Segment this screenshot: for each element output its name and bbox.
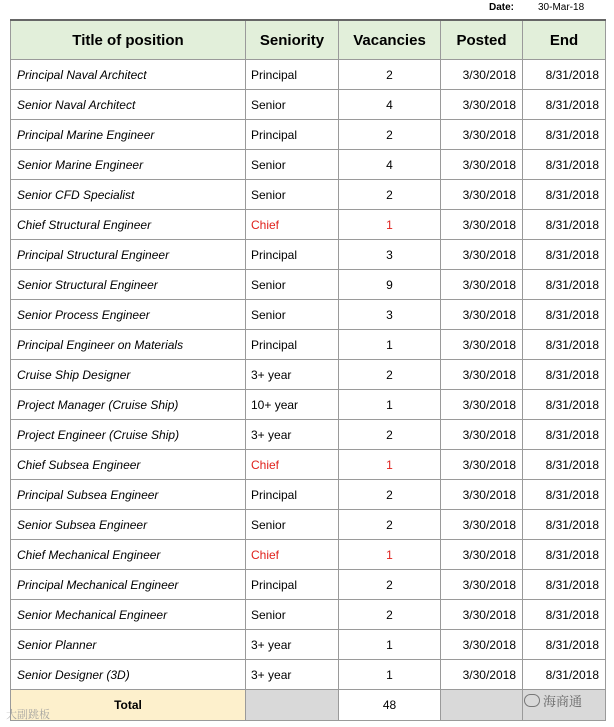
table-row xyxy=(11,540,606,570)
cell-seniority: Principal xyxy=(246,330,339,360)
cell-vacancies: 2 xyxy=(339,600,441,630)
date-label: Date: xyxy=(489,2,515,13)
cell-title: Chief Subsea Engineer xyxy=(11,450,246,480)
cell-title: Senior Designer (3D) xyxy=(11,660,246,690)
cell-end: 8/31/2018 xyxy=(523,390,606,420)
cell-posted: 3/30/2018 xyxy=(441,570,523,600)
cell-end: 8/31/2018 xyxy=(523,270,606,300)
table-row xyxy=(11,150,606,180)
cell-end: 8/31/2018 xyxy=(523,240,606,270)
watermark-left: 大副跳板 xyxy=(6,709,50,721)
cell-vacancies: 1 xyxy=(339,540,441,570)
cell-title: Principal Marine Engineer xyxy=(11,120,246,150)
cell-vacancies: 2 xyxy=(339,510,441,540)
cell-title: Senior Process Engineer xyxy=(11,300,246,330)
table-row xyxy=(11,420,606,450)
cell-end: 8/31/2018 xyxy=(523,510,606,540)
cell-posted: 3/30/2018 xyxy=(441,540,523,570)
cell-vacancies: 1 xyxy=(339,210,441,240)
cell-title: Senior Planner xyxy=(11,630,246,660)
cell-posted: 3/30/2018 xyxy=(441,510,523,540)
cell-title: Cruise Ship Designer xyxy=(11,360,246,390)
cell-seniority: 3+ year xyxy=(246,660,339,690)
cell-seniority: Senior xyxy=(246,180,339,210)
table-row xyxy=(11,60,606,90)
cell-posted: 3/30/2018 xyxy=(441,600,523,630)
cell-posted: 3/30/2018 xyxy=(441,390,523,420)
total-value: 48 xyxy=(339,690,441,721)
total-empty-cell xyxy=(441,690,523,721)
table-row xyxy=(11,510,606,540)
col-header-posted: Posted xyxy=(441,20,523,60)
cell-title: Project Engineer (Cruise Ship) xyxy=(11,420,246,450)
cell-end: 8/31/2018 xyxy=(523,120,606,150)
date-row xyxy=(0,0,614,18)
cell-posted: 3/30/2018 xyxy=(441,270,523,300)
cell-end: 8/31/2018 xyxy=(523,600,606,630)
cell-vacancies: 1 xyxy=(339,330,441,360)
cell-title: Senior Marine Engineer xyxy=(11,150,246,180)
cell-end: 8/31/2018 xyxy=(523,480,606,510)
cell-seniority: Chief xyxy=(246,450,339,480)
cell-vacancies: 2 xyxy=(339,180,441,210)
cell-end: 8/31/2018 xyxy=(523,150,606,180)
cell-vacancies: 9 xyxy=(339,270,441,300)
cell-posted: 3/30/2018 xyxy=(441,240,523,270)
table-row xyxy=(11,630,606,660)
cell-title: Senior CFD Specialist xyxy=(11,180,246,210)
cell-posted: 3/30/2018 xyxy=(441,60,523,90)
cell-vacancies: 3 xyxy=(339,300,441,330)
cell-title: Principal Engineer on Materials xyxy=(11,330,246,360)
cell-posted: 3/30/2018 xyxy=(441,360,523,390)
cell-end: 8/31/2018 xyxy=(523,540,606,570)
cell-title: Senior Mechanical Engineer xyxy=(11,600,246,630)
watermark-right-text: 海商通 xyxy=(543,694,583,709)
cell-posted: 3/30/2018 xyxy=(441,450,523,480)
cell-seniority: Senior xyxy=(246,300,339,330)
table-row xyxy=(11,480,606,510)
cell-posted: 3/30/2018 xyxy=(441,420,523,450)
cell-title: Project Manager (Cruise Ship) xyxy=(11,390,246,420)
cell-seniority: Principal xyxy=(246,480,339,510)
cell-seniority: Principal xyxy=(246,570,339,600)
watermark-right xyxy=(524,691,582,710)
cell-posted: 3/30/2018 xyxy=(441,660,523,690)
cell-seniority: 3+ year xyxy=(246,420,339,450)
cell-seniority: Chief xyxy=(246,210,339,240)
cell-title: Senior Structural Engineer xyxy=(11,270,246,300)
cell-vacancies: 1 xyxy=(339,450,441,480)
cell-end: 8/31/2018 xyxy=(523,330,606,360)
chat-bubble-icon xyxy=(524,694,540,707)
cell-posted: 3/30/2018 xyxy=(441,300,523,330)
table-row xyxy=(11,180,606,210)
cell-end: 8/31/2018 xyxy=(523,60,606,90)
cell-seniority: Senior xyxy=(246,600,339,630)
cell-title: Senior Naval Architect xyxy=(11,90,246,120)
table-row xyxy=(11,90,606,120)
table-row xyxy=(11,270,606,300)
cell-seniority: Chief xyxy=(246,540,339,570)
cell-seniority: Principal xyxy=(246,120,339,150)
table-row xyxy=(11,240,606,270)
cell-end: 8/31/2018 xyxy=(523,420,606,450)
table-row xyxy=(11,360,606,390)
cell-end: 8/31/2018 xyxy=(523,90,606,120)
table-row xyxy=(11,120,606,150)
cell-seniority: Principal xyxy=(246,240,339,270)
cell-end: 8/31/2018 xyxy=(523,210,606,240)
cell-vacancies: 2 xyxy=(339,420,441,450)
cell-posted: 3/30/2018 xyxy=(441,480,523,510)
cell-posted: 3/30/2018 xyxy=(441,630,523,660)
cell-vacancies: 2 xyxy=(339,360,441,390)
col-header-vacancies: Vacancies xyxy=(339,20,441,60)
cell-title: Senior Subsea Engineer xyxy=(11,510,246,540)
cell-vacancies: 1 xyxy=(339,630,441,660)
cell-seniority: 10+ year xyxy=(246,390,339,420)
cell-posted: 3/30/2018 xyxy=(441,210,523,240)
cell-seniority: 3+ year xyxy=(246,630,339,660)
col-header-seniority: Seniority xyxy=(246,20,339,60)
cell-posted: 3/30/2018 xyxy=(441,180,523,210)
vacancies-table xyxy=(10,19,606,721)
cell-vacancies: 3 xyxy=(339,240,441,270)
table-row xyxy=(11,450,606,480)
cell-end: 8/31/2018 xyxy=(523,660,606,690)
cell-end: 8/31/2018 xyxy=(523,300,606,330)
col-header-title: Title of position xyxy=(11,20,246,60)
cell-title: Principal Naval Architect xyxy=(11,60,246,90)
cell-seniority: Principal xyxy=(246,60,339,90)
cell-vacancies: 4 xyxy=(339,150,441,180)
header-row xyxy=(11,20,606,60)
total-empty-cell xyxy=(246,690,339,721)
cell-seniority: Senior xyxy=(246,150,339,180)
cell-seniority: Senior xyxy=(246,270,339,300)
col-header-end: End xyxy=(523,20,606,60)
total-row xyxy=(11,690,606,721)
table-row xyxy=(11,600,606,630)
cell-title: Principal Mechanical Engineer xyxy=(11,570,246,600)
cell-vacancies: 4 xyxy=(339,90,441,120)
date-value: 30-Mar-18 xyxy=(538,2,585,13)
cell-vacancies: 2 xyxy=(339,60,441,90)
cell-end: 8/31/2018 xyxy=(523,180,606,210)
total-label: Total xyxy=(11,690,246,721)
table-row xyxy=(11,300,606,330)
cell-posted: 3/30/2018 xyxy=(441,150,523,180)
cell-vacancies: 2 xyxy=(339,570,441,600)
cell-posted: 3/30/2018 xyxy=(441,330,523,360)
cell-title: Chief Structural Engineer xyxy=(11,210,246,240)
cell-posted: 3/30/2018 xyxy=(441,120,523,150)
cell-posted: 3/30/2018 xyxy=(441,90,523,120)
cell-end: 8/31/2018 xyxy=(523,360,606,390)
cell-end: 8/31/2018 xyxy=(523,570,606,600)
cell-vacancies: 2 xyxy=(339,120,441,150)
table-row xyxy=(11,210,606,240)
cell-end: 8/31/2018 xyxy=(523,450,606,480)
cell-vacancies: 1 xyxy=(339,660,441,690)
cell-title: Principal Subsea Engineer xyxy=(11,480,246,510)
cell-seniority: Senior xyxy=(246,510,339,540)
table-row xyxy=(11,330,606,360)
cell-seniority: Senior xyxy=(246,90,339,120)
table-row xyxy=(11,570,606,600)
cell-end: 8/31/2018 xyxy=(523,630,606,660)
table-row xyxy=(11,660,606,690)
cell-vacancies: 2 xyxy=(339,480,441,510)
cell-vacancies: 1 xyxy=(339,390,441,420)
cell-title: Principal Structural Engineer xyxy=(11,240,246,270)
cell-title: Chief Mechanical Engineer xyxy=(11,540,246,570)
cell-seniority: 3+ year xyxy=(246,360,339,390)
table-row xyxy=(11,390,606,420)
